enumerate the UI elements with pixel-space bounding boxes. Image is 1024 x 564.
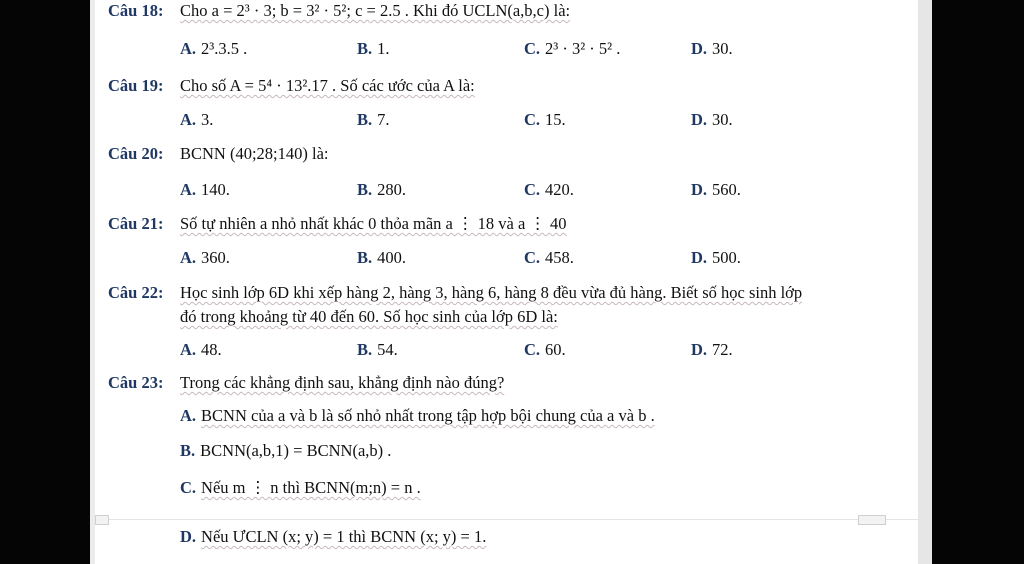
option-a	[180, 39, 247, 59]
option-text: 1.	[377, 39, 390, 58]
question-19	[108, 76, 475, 96]
question-text: Trong các khẳng định sau, khẳng định nào đúng?	[180, 373, 505, 392]
option-label: B.	[357, 110, 373, 129]
question-number: Câu 18:	[108, 1, 164, 20]
question-number: Câu 21:	[108, 214, 164, 233]
question-text-continued: đó trong khoảng từ 40 đến 60. Số học sinh của lớp 6D là:	[180, 307, 558, 326]
option-text: Nếu ƯCLN (x; y) = 1 thì BCNN (x; y) = 1.	[201, 527, 487, 546]
question-text: Cho số A = 5⁴ · 13².17 . Số các ước của A là:	[180, 76, 475, 95]
question-text: Học sinh lớp 6D khi xếp hàng 2, hàng 3, hàng 6, hàng 8 đều vừa đủ hàng. Biết số học sinh lớp	[180, 283, 803, 302]
question-number: Câu 20:	[108, 144, 164, 163]
question-text: Cho a = 2³ · 3; b = 3² · 5²; c = 2.5 . Khi đó UCLN(a,b,c) là:	[180, 1, 571, 20]
left-dark-margin	[0, 0, 90, 564]
option-text: 7.	[377, 110, 390, 129]
option-text: 72.	[712, 340, 733, 359]
question-text: Số tự nhiên a nhỏ nhất khác 0 thỏa mãn a ⋮ 18 và a ⋮ 40	[180, 214, 567, 233]
option-label: C.	[524, 180, 541, 199]
option-text: 400.	[377, 248, 407, 267]
option-d	[691, 180, 741, 200]
option-b	[180, 441, 391, 461]
option-a	[180, 340, 222, 360]
option-c	[524, 39, 620, 59]
question-18	[108, 1, 570, 21]
right-page-edge	[918, 0, 932, 564]
option-text: 500.	[712, 248, 741, 267]
question-number: Câu 23:	[108, 373, 164, 392]
option-c	[524, 180, 574, 200]
option-text: 15.	[545, 110, 566, 129]
option-a	[180, 248, 230, 268]
option-b	[357, 39, 390, 59]
option-text: 360.	[201, 248, 230, 267]
option-text: 140.	[201, 180, 230, 199]
option-d	[180, 527, 486, 547]
option-label: B.	[357, 39, 373, 58]
option-text: BCNN của a và b là số nhỏ nhất trong tập hợp bội chung của a và b .	[201, 406, 655, 425]
question-22	[108, 283, 802, 303]
option-label: A.	[180, 406, 197, 425]
option-c	[524, 110, 566, 130]
question-21	[108, 214, 567, 234]
right-dark-margin	[932, 0, 1024, 564]
option-d	[691, 39, 733, 59]
question-20	[108, 144, 329, 164]
option-label: B.	[180, 441, 196, 460]
page-break-line	[95, 519, 918, 520]
option-label: A.	[180, 180, 197, 199]
question-number: Câu 22:	[108, 283, 164, 302]
question-number: Câu 19:	[108, 76, 164, 95]
option-d	[691, 248, 741, 268]
option-label: B.	[357, 180, 373, 199]
option-c	[524, 340, 566, 360]
question-23	[108, 373, 504, 393]
option-label: B.	[357, 248, 373, 267]
option-label: A.	[180, 248, 197, 267]
option-label: C.	[524, 248, 541, 267]
option-label: D.	[180, 527, 197, 546]
option-a	[180, 110, 213, 130]
option-c	[524, 248, 574, 268]
option-text: 30.	[712, 110, 733, 129]
option-label: D.	[691, 180, 708, 199]
option-label: D.	[691, 340, 708, 359]
option-text: 60.	[545, 340, 566, 359]
option-d	[691, 340, 733, 360]
option-c	[180, 478, 421, 498]
option-text: 560.	[712, 180, 741, 199]
option-text: 30.	[712, 39, 733, 58]
option-text: 420.	[545, 180, 574, 199]
option-text: BCNN(a,b,1) = BCNN(a,b) .	[200, 441, 392, 460]
option-text: 54.	[377, 340, 398, 359]
option-b	[357, 248, 406, 268]
option-b	[357, 110, 390, 130]
option-label: A.	[180, 340, 197, 359]
option-label: C.	[180, 478, 197, 497]
option-d	[691, 110, 733, 130]
document-page	[95, 0, 918, 564]
option-text: 2³.3.5 .	[201, 39, 248, 58]
option-text: 2³ · 3² · 5² .	[545, 39, 621, 58]
option-text: 458.	[545, 248, 574, 267]
option-label: B.	[357, 340, 373, 359]
question-text: BCNN (40;28;140) là:	[180, 144, 329, 163]
option-text: 3.	[201, 110, 214, 129]
option-label: D.	[691, 248, 708, 267]
option-label: C.	[524, 110, 541, 129]
option-label: C.	[524, 39, 541, 58]
option-label: A.	[180, 39, 197, 58]
option-text: Nếu m ⋮ n thì BCNN(m;n) = n .	[201, 478, 421, 497]
option-label: C.	[524, 340, 541, 359]
option-a	[180, 406, 655, 426]
left-page-marker	[95, 515, 109, 525]
option-text: 48.	[201, 340, 222, 359]
option-b	[357, 340, 398, 360]
option-label: D.	[691, 39, 708, 58]
option-label: D.	[691, 110, 708, 129]
right-page-marker	[858, 515, 886, 525]
option-label: A.	[180, 110, 197, 129]
option-a	[180, 180, 230, 200]
option-text: 280.	[377, 180, 407, 199]
option-b	[357, 180, 406, 200]
